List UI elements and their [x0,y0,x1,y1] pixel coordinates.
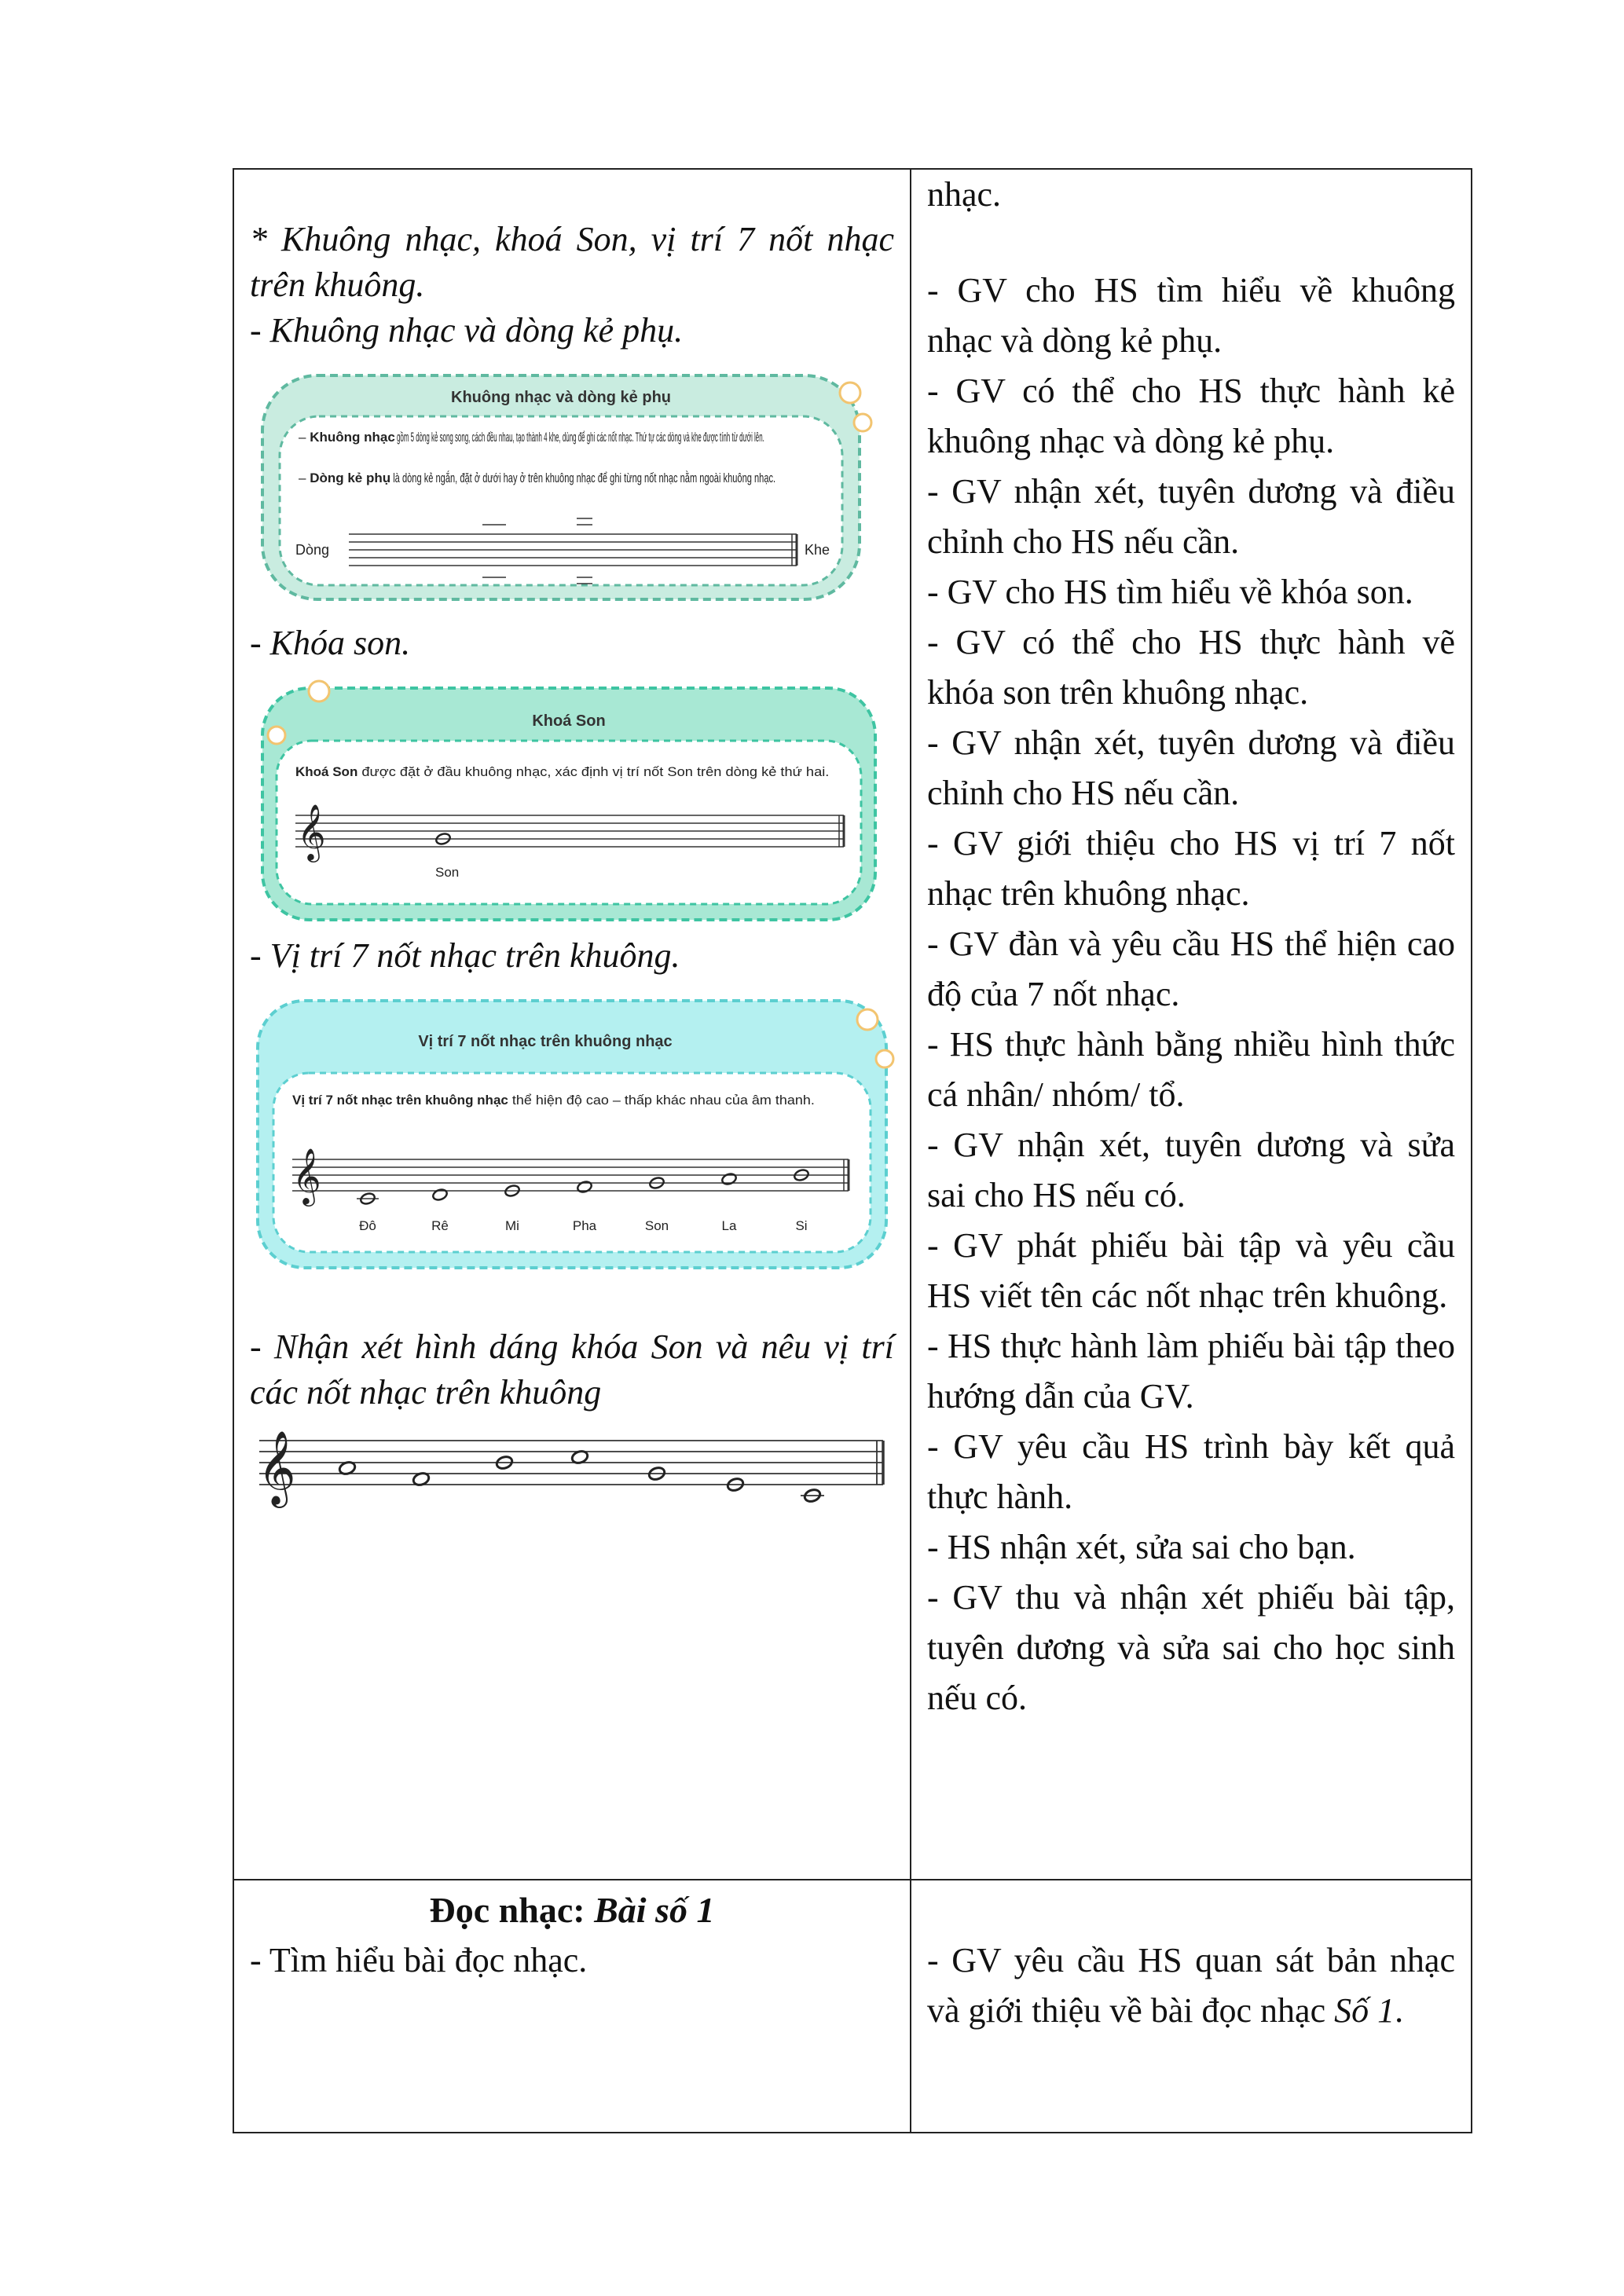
def-staff: gồm 5 dòng kẻ song song, cách đều nhau, tạo thành 4 khe, dùng để ghi các nốt nhạc. Thứ tự các dòng và khe được tính từ dưới lên. [394,430,764,445]
list-item: - GV nhận xét, tuyên dương và điều chỉnh cho HS nếu cần. [927,723,1455,812]
section-heading: * Khuông nhạc, khoá Son, vị trí 7 nốt nhạc trên khuông. [250,220,894,304]
treble-clef-icon: 𝄞 [258,1430,296,1505]
flower-icon [309,681,329,701]
table-row [233,169,1472,1880]
list-item: - GV yêu cầu HS trình bày kết quả thực hành. [927,1427,1455,1516]
note-label: Son [435,865,460,880]
subheading-staff: - Khuông nhạc và dòng kẻ phụ. [250,311,684,350]
clef-info-card [247,674,910,925]
treble-clef-icon: 𝄞 [297,803,326,860]
svg-text:– Dòng kẻ phụ là dòng kẻ ngắn,: – Dòng kẻ phụ là dòng kẻ ngắn, đặt ở dưới hay ở trên khuông nhạc để ghi từng nốt nhạc nằm ngoài khuông nhạc. [299,471,776,485]
label-space: Khe [805,542,830,558]
svg-text:Vị trí 7 nốt nhạc trên khuông [292,1093,815,1108]
list-item: - HS nhận xét, sửa sai cho bạn. [927,1528,1356,1566]
task-instruction: - Nhận xét hình dáng khóa Son và nêu vị trí các nốt nhạc trên khuông [250,1327,894,1412]
reading-task: - Tìm hiểu bài đọc nhạc. [250,1941,588,1979]
subheading-notes: - Vị trí 7 nốt nhạc trên khuông. [250,936,680,975]
document-page [233,168,1469,2130]
flower-icon [840,383,860,403]
list-item: - GV thu và nhận xét phiếu bài tập, tuyên dương và sửa sai cho học sinh nếu có. [927,1578,1455,1717]
svg-text:– Khuông nhạc gồm 5 dòng kẻ so: – Khuông nhạc gồm 5 dòng kẻ song song, cách đều nhau, tạo thành 4 khe, dùng để ghi các nốt nhạc. Thứ tự các dòng và khe được tính từ dưới lên. [299,430,764,445]
reading-content-cell [233,1880,911,2133]
reading-activity: - GV yêu cầu HS quan sát bản nhạc và giới thiệu về bài đọc nhạc Số 1. [927,1941,1455,2030]
list-item: - GV có thể cho HS thực hành vẽ khóa son trên khuông nhạc. [927,623,1455,712]
note-name-label: Đô [359,1218,376,1233]
flower-icon [876,1050,893,1067]
term-ledger: Dòng kẻ phụ [310,471,391,485]
note-name-label: Si [795,1218,808,1233]
reading-title: Đọc nhạc: Bài số 1 [429,1890,715,1930]
term-clef: Khoá Son [295,764,358,779]
label-line: Dòng [295,542,330,558]
teacher-activity-cell [911,169,1472,1880]
exercise-staff [247,1417,910,1523]
exercise-notes [338,1449,822,1503]
list-item [927,220,1455,265]
lesson-table [233,168,1472,2133]
term-notes: Vị trí 7 nốt nhạc trên khuông nhạc [292,1093,508,1108]
flower-icon [268,727,285,744]
list-item: - GV cho HS tìm hiểu về khuông nhạc và dòng kẻ phụ. [927,271,1455,360]
list-item: nhạc. [927,175,1002,214]
note-name-label: Rê [431,1218,449,1233]
list-item: - GV phát phiếu bài tập và yêu cầu HS viết tên các nốt nhạc trên khuông. [927,1226,1455,1315]
term-staff: Khuông nhạc [310,430,395,445]
card-title: Vị trí 7 nốt nhạc trên khuông nhạc [418,1033,673,1050]
card-title: Khoá Son [532,712,606,730]
note-name-label: Son [644,1218,669,1233]
note-name-label: La [721,1218,737,1233]
table-row [233,1880,1472,2133]
list-item: - GV nhận xét, tuyên dương và điều chỉnh cho HS nếu cần. [927,472,1455,561]
treble-clef-icon: 𝄞 [292,1147,321,1204]
activity-content-cell [233,169,911,1880]
card-title: Khuông nhạc và dòng kẻ phụ [451,389,671,406]
subheading-clef: - Khóa son. [250,624,411,662]
list-item: - GV nhận xét, tuyên dương và sửa sai cho HS nếu có. [927,1126,1455,1214]
list-item: - GV có thể cho HS thực hành kẻ khuông nhạc và dòng kẻ phụ. [927,372,1455,460]
list-item: - GV giới thiệu cho HS vị trí 7 nốt nhạc trên khuông nhạc. [927,824,1455,913]
list-item: - HS thực hành bằng nhiều hình thức cá nhân/ nhóm/ tổ. [927,1025,1455,1114]
reading-activity-cell [911,1880,1472,2133]
list-item: - GV đàn và yêu cầu HS thể hiện cao độ của 7 nốt nhạc. [927,925,1455,1013]
flower-icon [854,414,871,431]
staff-info-card [247,361,910,613]
note-name-label: Pha [572,1218,597,1233]
teacher-activity-list [911,170,1471,1723]
notes-info-card [247,987,910,1277]
def-ledger: là dòng kẻ ngắn, đặt ở dưới hay ở trên khuông nhạc để ghi từng nốt nhạc nằm ngoài khuông nhạc. [390,471,776,485]
svg-text:Khoá Son được đặt ở đầu khuông [295,764,829,779]
list-item: - HS thực hành làm phiếu bài tập theo hướng dẫn của GV. [927,1327,1455,1415]
note-name-label: Mi [505,1218,519,1233]
list-item: - GV cho HS tìm hiểu về khóa son. [927,573,1413,611]
flower-icon [857,1009,878,1030]
def-notes: thể hiện độ cao – thấp khác nhau của âm thanh. [508,1093,815,1108]
def-clef: được đặt ở đầu khuông nhạc, xác định vị trí nốt Son trên dòng kẻ thứ hai. [357,764,830,779]
